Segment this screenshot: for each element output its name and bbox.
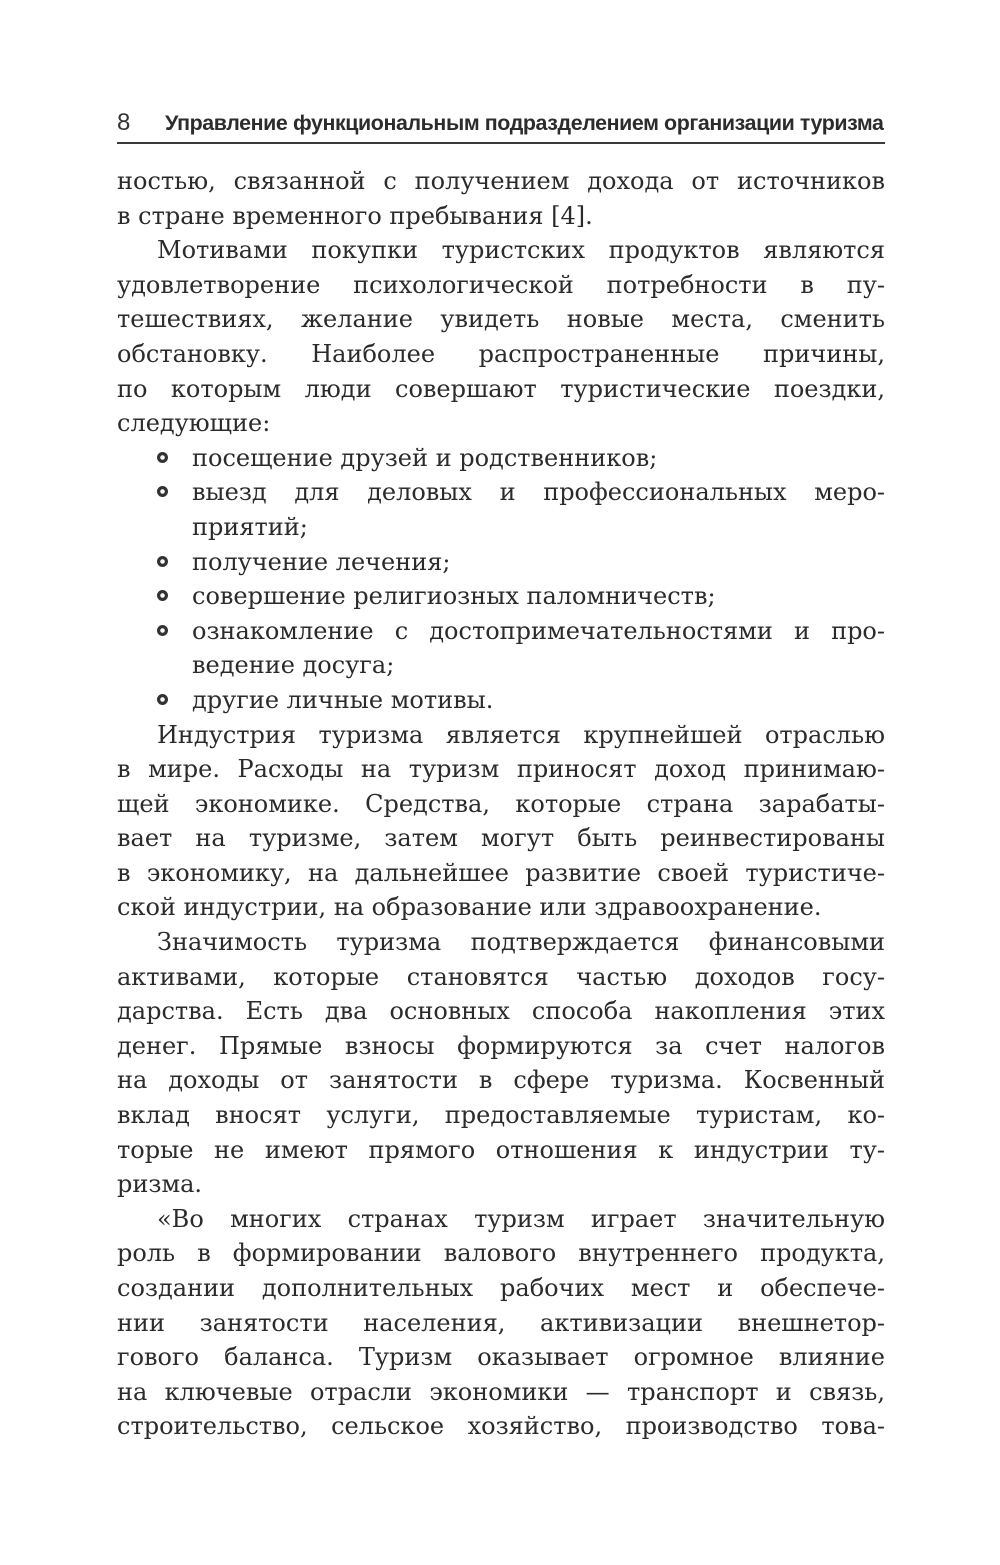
text-line: щей экономике. Средства, которые страна зарабаты-: [117, 789, 885, 818]
text-line: гового баланса. Туризм оказывает огромное влияние: [117, 1343, 885, 1372]
bullet-icon: [157, 452, 168, 463]
text-line: ской индустрии, на образование или здравоохранение.: [117, 893, 822, 922]
list-item: [117, 614, 885, 683]
text-line: выезд для деловых и профессиональных меро-: [117, 475, 885, 510]
paragraph: [117, 925, 885, 1202]
text-line: Мотивами покупки туристских продуктов являются: [157, 236, 885, 265]
text-line: активами, которые становятся частью доходов госу-: [117, 962, 885, 991]
text-line: создании дополнительных рабочих мест и обеспече-: [117, 1274, 885, 1302]
text-line: Значимость туризма подтверждается финансовыми: [157, 928, 885, 957]
bullet-icon: [157, 590, 168, 601]
list-item: [117, 579, 885, 614]
running-title: Управление функциональным подразделением организации туризма: [165, 111, 884, 135]
text-line: денег. Прямые взносы формируются за счет налогов: [117, 1031, 885, 1060]
bullet-icon: [157, 486, 168, 497]
text-line: «Во многих странах туризм играет значительную: [157, 1204, 885, 1233]
page-header: [117, 104, 885, 144]
text-line: на ключевые отрасли экономики — транспорт и связь,: [117, 1377, 885, 1406]
text-line: ризма.: [117, 1170, 203, 1199]
text-line: торые не имеют прямого отношения к индустрии ту-: [117, 1135, 885, 1164]
body-text: [117, 164, 885, 1444]
text-line: удовлетворение психологической потребности в пу-: [117, 270, 885, 299]
text-line: в стране временного пребывания [4].: [117, 201, 593, 230]
list-item: [117, 545, 885, 580]
bullet-icon: [157, 625, 168, 636]
bullet-icon: [157, 556, 168, 567]
text-line: строительство, сельское хозяйство, производство това-: [117, 1412, 885, 1441]
text-line: по которым люди совершают туристические поездки,: [117, 374, 885, 403]
list-item: [117, 475, 885, 544]
text-line: роль в формировании валового внутреннего продукта,: [117, 1239, 885, 1268]
text-line: в экономику, на дальнейшее развитие своей туристиче-: [117, 858, 885, 887]
paragraph: [117, 233, 885, 441]
bullet-list: [117, 441, 885, 718]
text-line: совершение религиозных паломничеств;: [117, 579, 885, 614]
text-line: приятий;: [192, 512, 308, 541]
text-line: получение лечения;: [117, 545, 885, 580]
text-line: вклад вносят услуги, предоставляемые туристам, ко-: [117, 1101, 885, 1130]
bullet-icon: [157, 694, 168, 705]
text-line: нии занятости населения, активизации внешнетор-: [117, 1308, 885, 1337]
text-line: ностью, связанной с получением дохода от источников: [117, 167, 885, 195]
list-item: [117, 683, 885, 718]
text-line: ведение досуга;: [192, 651, 395, 680]
text-line: посещение друзей и родственников;: [117, 441, 885, 476]
text-line: дарства. Есть два основных способа накопления этих: [117, 997, 885, 1026]
text-line: следующие:: [117, 409, 271, 438]
paragraph: [117, 718, 885, 926]
paragraph: [117, 1202, 885, 1444]
list-item: [117, 441, 885, 476]
text-line: в мире. Расходы на туризм приносят доход принимаю-: [117, 755, 885, 784]
paragraph: [117, 164, 885, 233]
text-line: тешествиях, желание увидеть новые места, сменить: [117, 305, 885, 334]
text-line: обстановку. Наиболее распространенные причины,: [117, 339, 885, 368]
text-line: ознакомление с достопримечательностями и про-: [117, 614, 885, 649]
text-line: на доходы от занятости в сфере туризма. Косвенный: [117, 1066, 885, 1095]
text-line: вает на туризме, затем могут быть реинвестированы: [117, 824, 885, 853]
text-line: другие личные мотивы.: [117, 683, 885, 718]
page-number: 8: [117, 109, 131, 136]
text-line: Индустрия туризма является крупнейшей отраслью: [157, 720, 885, 749]
